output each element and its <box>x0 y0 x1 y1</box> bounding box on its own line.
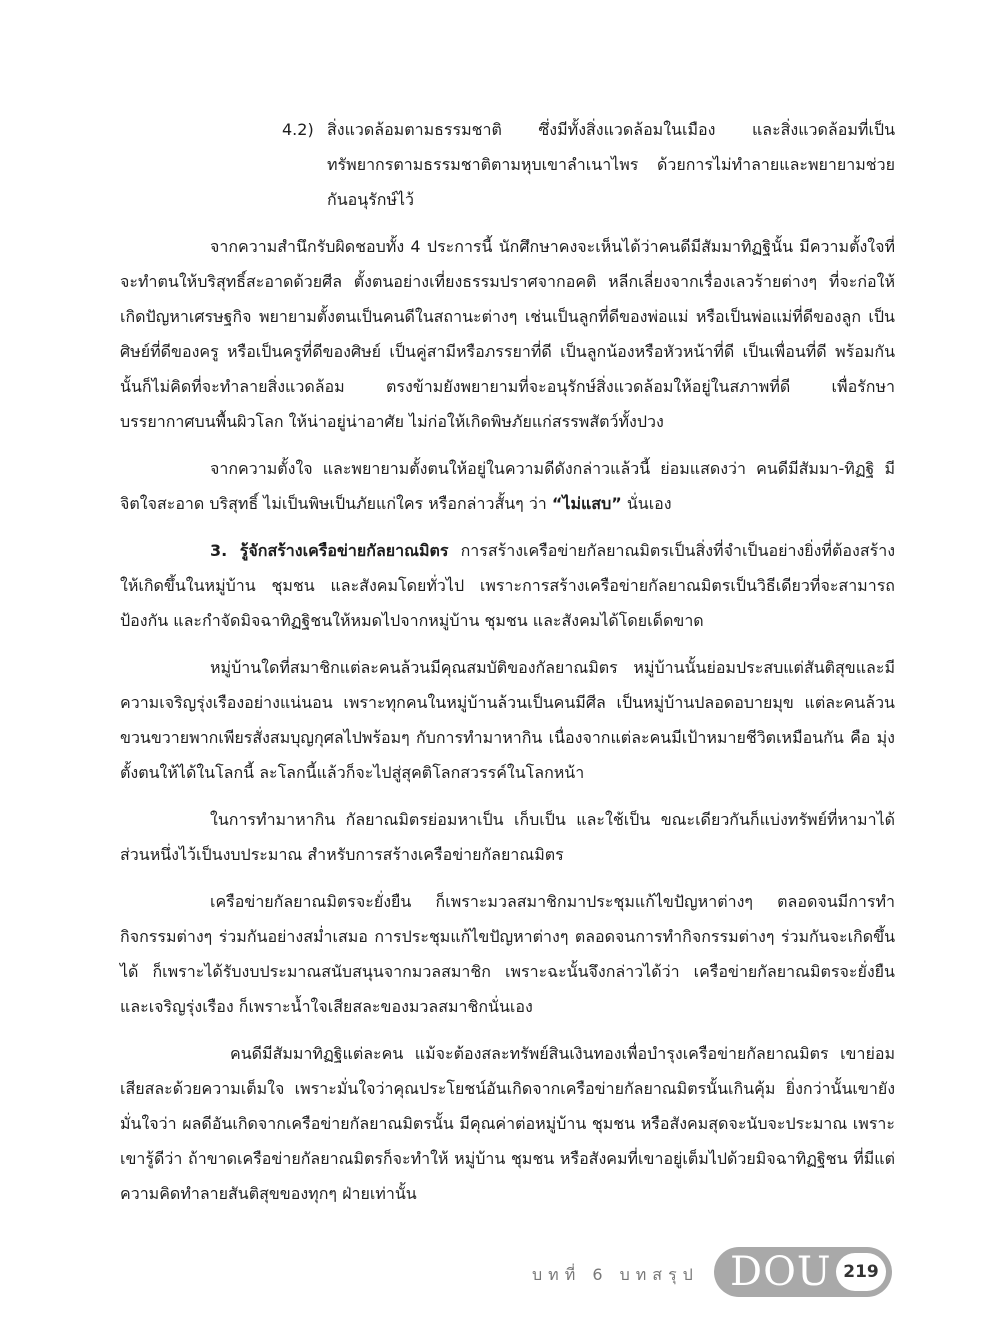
list-item-4-2 <box>120 112 895 217</box>
paragraph-5: ในการทำมาหากิน กัลยาณมิตรย่อมหาเป็น เก็บเป็น และใช้เป็น ขณะเดียวกันก็แบ่งทรัพย์ที่หามาได้ส่วนหนึ่งไว้เป็นงบประมาณ สำหรับการสร้างเครือข่ายกัลยาณมิตร <box>120 810 895 864</box>
emphasis-quote: “ไม่แสบ” <box>551 494 622 513</box>
paragraph-1: จากความสำนึกรับผิดชอบทั้ง 4 ประการนี้ นักศึกษาคงจะเห็นได้ว่าคนดีมีสัมมาทิฏฐินั้น มีความตั้งใจที่จะทำตนให้บริสุทธิ์สะอาดด้วยศีล ตั้งตนอย่างเที่ยงธรรมปราศจากอคติ หลีกเลี่ยงจากเรื่องเลวร้ายต่างๆ ที่จะก่อให้เกิดปัญหาเศรษฐกิจ พยายามตั้งตนเป็นคนดีในสถานะต่างๆ เช่นเป็นลูกที่ดีของพ่อแม่ หรือเป็นพ่อแม่ที่ดีของลูก เป็นศิษย์ที่ดีของครู หรือเป็นครูที่ดีของศิษย์ เป็นคู่สามีหรือภรรยาที่ดี เป็นลูกน้องหรือหัวหน้าที่ดี เป็นเพื่อนที่ดี พร้อมกันนั้นก็ไม่คิดที่จะทำลายสิ่งแวดล้อม ตรงข้ามยังพยายามที่จะอนุรักษ์สิ่งแวดล้อมให้อยู่ในสภาพที่ดี เพื่อรักษาบรรยากาศบนพื้นผิวโลก ให้น่าอยู่น่าอาศัย ไม่ก่อให้เกิดพิษภัยแก่สรรพสัตว์ทั้งปวง <box>120 237 895 431</box>
paragraph-3-text: การสร้างเครือข่ายกัลยาณมิตรเป็นสิ่งที่จำเป็นอย่างยิ่งที่ต้องสร้างให้เกิดขึ้นในหมู่บ้าน ชุมชน และสังคมโดยทั่วไป เพราะการสร้างเครือข่ายกัลยาณมิตรเป็นวิธีเดียวที่จะสามารถป้องกัน และกำจัดมิจฉาทิฏฐิชนให้หมดไปจากหมู่บ้าน ชุมชน และสังคมได้โดยเด็ดขาด <box>120 541 895 630</box>
page-number: 219 <box>836 1253 886 1291</box>
paragraph-2-end: นั่นเอง <box>621 494 672 513</box>
dou-logo: DOU <box>730 1249 832 1295</box>
paragraph-6: เครือข่ายกัลยาณมิตรจะยั่งยืน ก็เพราะมวลสมาชิกมาประชุมแก้ไขปัญหาต่างๆ ตลอดจนมีการทำกิจกรรมต่างๆ ร่วมกันอย่างสม่ำเสมอ การประชุมแก้ไขปัญหาต่างๆ ตลอดจนการทำกิจกรรมต่างๆ ร่วมกันจะเกิดขึ้นได้ ก็เพราะได้รับงบประมาณสนับสนุนจากมวลสมาชิก เพราะฉะนั้นจึงกล่าวได้ว่า เครือข่ายกัลยาณมิตรจะยั่งยืนและเจริญรุ่งเรือง ก็เพราะน้ำใจเสียสละของมวลสมาชิกนั่นเอง <box>120 892 895 1016</box>
paragraph-4: หมู่บ้านใดที่สมาชิกแต่ละคนล้วนมีคุณสมบัติของกัลยาณมิตร หมู่บ้านนั้นย่อมประสบแต่สันติสุขและมีความเจริญรุ่งเรืองอย่างแน่นอน เพราะทุกคนในหมู่บ้านล้วนเป็นคนมีศีล เป็นหมู่บ้านปลอดอบายมุข แต่ละคนล้วนขวนขวายพากเพียรสั่งสมบุญกุศลไปพร้อมๆ กับการทำมาหากิน เนื่องจากแต่ละคนมีเป้าหมายชีวิตเหมือนกัน คือ มุ่งตั้งตนให้ได้ในโลกนี้ ละโลกนี้แล้วก็จะไปสู่สุคติโลกสวรรค์ในโลกหน้า <box>120 658 895 782</box>
paragraph-2 <box>120 451 895 521</box>
section-heading: 3. รู้จักสร้างเครือข่ายกัลยาณมิตร <box>210 541 449 560</box>
item-number: 4.2) <box>282 120 314 139</box>
paragraph-3 <box>120 533 895 638</box>
page-badge <box>714 1247 892 1297</box>
paragraph-7: คนดีมีสัมมาทิฏฐิแต่ละคน แม้จะต้องสละทรัพย์สินเงินทองเพื่อบำรุงเครือข่ายกัลยาณมิตร เขาย่อมเสียสละด้วยความเต็มใจ เพราะมั่นใจว่าคุณประโยชน์อันเกิดจากเครือข่ายกัลยาณมิตรนั้นเกินคุ้ม ยิ่งกว่านั้นเขายังมั่นใจว่า ผลดีอันเกิดจากเครือข่ายกัลยาณมิตรนั้น มีคุณค่าต่อหมู่บ้าน ชุมชน หรือสังคมสุดจะนับจะประมาณ เพราะเขารู้ดีว่า ถ้าขาดเครือข่ายกัลยาณมิตรก็จะทำให้ หมู่บ้าน ชุมชน หรือสังคมที่เขาอยู่เต็มไปด้วยมิจฉาทิฏฐิชน ที่มีแต่ความคิดทำลายสันติสุขของทุกๆ ฝ่ายเท่านั้น <box>120 1044 895 1203</box>
page-content <box>120 112 895 1223</box>
chapter-label: บทที่ 6 บทสรุป <box>532 1265 699 1284</box>
paragraph-2-text: จากความตั้งใจ และพยายามตั้งตนให้อยู่ในความดีดังกล่าวแล้วนี้ ย่อมแสดงว่า คนดีมีสัมมา-ทิฏฐิ มีจิตใจสะอาด บริสุทธิ์ ไม่เป็นพิษเป็นภัยแก่ใคร หรือกล่าวสั้นๆ ว่า <box>120 459 895 513</box>
item-text: สิ่งแวดล้อมตามธรรมชาติ ซึ่งมีทั้งสิ่งแวดล้อมในเมือง และสิ่งแวดล้อมที่เป็นทรัพยากรตามธรรมชาติตามหุบเขาลำเนาไพร ด้วยการไม่ทำลายและพยายามช่วยกันอนุรักษ์ไว้ <box>327 120 895 209</box>
